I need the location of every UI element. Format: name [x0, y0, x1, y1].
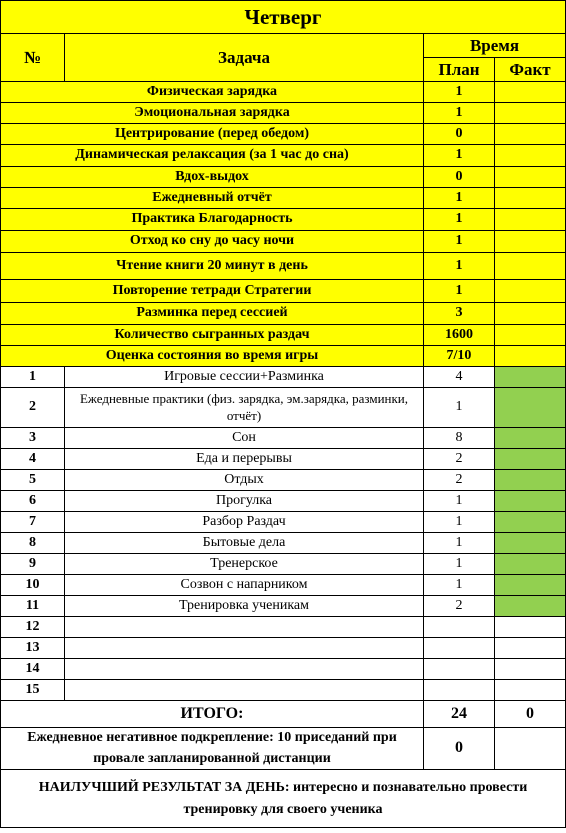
task-label[interactable]: [65, 617, 424, 638]
plan-cell: 1: [424, 231, 495, 253]
task-label: Сон: [65, 428, 424, 449]
task-row: [1, 124, 566, 145]
row-number: 14: [1, 659, 65, 680]
row-number: 1: [1, 367, 65, 388]
yellow-task-label: Повторение тетради Стратегии: [1, 280, 424, 303]
fact-cell[interactable]: [495, 231, 566, 253]
task-label: Отдых: [65, 470, 424, 491]
negative-reinforcement-row: [1, 728, 566, 770]
header-fact: Факт: [495, 58, 566, 82]
task-row: [1, 82, 566, 103]
task-label: Игровые сессии+Разминка: [65, 367, 424, 388]
fact-cell[interactable]: [495, 512, 566, 533]
yellow-task-label: Оценка состояния во время игры: [1, 346, 424, 367]
row-number: 6: [1, 491, 65, 512]
plan-cell: 0: [424, 124, 495, 145]
total-plan: 24: [424, 701, 495, 728]
task-label: Еда и перерывы: [65, 449, 424, 470]
fact-cell[interactable]: [495, 554, 566, 575]
list-item: [1, 659, 566, 680]
list-item: [1, 554, 566, 575]
task-label: Прогулка: [65, 491, 424, 512]
negative-reinforcement-label: Ежедневное негативное подкрепление: 10 приседаний при провале запланированной дистанции: [1, 728, 424, 770]
row-number: 13: [1, 638, 65, 659]
plan-cell: 1: [424, 188, 495, 209]
yellow-task-label: Разминка перед сессией: [1, 303, 424, 325]
row-number: 4: [1, 449, 65, 470]
task-label[interactable]: [65, 659, 424, 680]
list-item: [1, 512, 566, 533]
negative-reinforcement-fact[interactable]: [495, 728, 566, 770]
yellow-task-label: Вдох-выдох: [1, 167, 424, 188]
negative-reinforcement-value: 0: [424, 728, 495, 770]
list-item: [1, 428, 566, 449]
plan-cell: 1: [424, 388, 495, 428]
plan-cell[interactable]: [424, 638, 495, 659]
plan-cell: 1: [424, 103, 495, 124]
task-row: [1, 209, 566, 231]
row-number: 11: [1, 596, 65, 617]
task-row: [1, 145, 566, 167]
fact-cell[interactable]: [495, 596, 566, 617]
fact-cell[interactable]: [495, 617, 566, 638]
task-label[interactable]: [65, 680, 424, 701]
fact-cell[interactable]: [495, 659, 566, 680]
list-item: [1, 638, 566, 659]
plan-cell[interactable]: [424, 680, 495, 701]
yellow-task-label: Чтение книги 20 минут в день: [1, 253, 424, 280]
task-row: [1, 325, 566, 346]
list-item: [1, 680, 566, 701]
row-number: 10: [1, 575, 65, 596]
list-item: [1, 617, 566, 638]
task-label[interactable]: [65, 638, 424, 659]
fact-cell[interactable]: [495, 470, 566, 491]
plan-cell: 1: [424, 145, 495, 167]
fact-cell[interactable]: [495, 167, 566, 188]
row-number: 3: [1, 428, 65, 449]
total-fact: 0: [495, 701, 566, 728]
fact-cell[interactable]: [495, 388, 566, 428]
fact-cell[interactable]: [495, 367, 566, 388]
plan-cell: 1: [424, 554, 495, 575]
day-title: Четверг: [1, 1, 566, 34]
task-row: [1, 231, 566, 253]
fact-cell[interactable]: [495, 638, 566, 659]
task-row: [1, 346, 566, 367]
plan-cell: 2: [424, 470, 495, 491]
plan-cell: 1: [424, 512, 495, 533]
task-label: Ежедневные практики (физ. зарядка, эм.зарядка, разминки, отчёт): [65, 388, 424, 428]
plan-cell: 2: [424, 449, 495, 470]
header-time: Время: [424, 34, 566, 58]
row-number: 12: [1, 617, 65, 638]
yellow-task-label: Эмоциональная зарядка: [1, 103, 424, 124]
list-item: [1, 388, 566, 428]
total-row: [1, 701, 566, 728]
fact-cell[interactable]: [495, 209, 566, 231]
row-number: 8: [1, 533, 65, 554]
fact-cell[interactable]: [495, 188, 566, 209]
best-result-cell: [1, 770, 566, 828]
yellow-task-label: Физическая зарядка: [1, 82, 424, 103]
header-num: №: [1, 34, 65, 82]
plan-cell: 3: [424, 303, 495, 325]
list-item: [1, 596, 566, 617]
fact-cell[interactable]: [495, 303, 566, 325]
row-number: 9: [1, 554, 65, 575]
list-item: [1, 491, 566, 512]
best-result-label: НАИЛУЧШИЙ РЕЗУЛЬТАТ ЗА ДЕНЬ: [38, 779, 285, 795]
fact-cell[interactable]: [495, 103, 566, 124]
list-item: [1, 367, 566, 388]
task-row: [1, 280, 566, 303]
list-item: [1, 470, 566, 491]
total-label: ИТОГО:: [1, 701, 424, 728]
fact-cell[interactable]: [495, 428, 566, 449]
task-row: [1, 303, 566, 325]
header-plan: План: [424, 58, 495, 82]
fact-cell[interactable]: [495, 346, 566, 367]
row-number: 5: [1, 470, 65, 491]
yellow-task-label: Практика Благодарность: [1, 209, 424, 231]
plan-cell: 1: [424, 82, 495, 103]
list-item: [1, 533, 566, 554]
task-row: [1, 103, 566, 124]
plan-cell: 1: [424, 533, 495, 554]
fact-cell[interactable]: [495, 533, 566, 554]
plan-cell[interactable]: [424, 659, 495, 680]
yellow-task-label: Ежедневный отчёт: [1, 188, 424, 209]
fact-cell[interactable]: [495, 253, 566, 280]
fact-cell[interactable]: [495, 124, 566, 145]
yellow-task-label: Количество сыгранных раздач: [1, 325, 424, 346]
row-number: 2: [1, 388, 65, 428]
plan-cell: 0: [424, 167, 495, 188]
row-number: 7: [1, 512, 65, 533]
task-label: Созвон с напарником: [65, 575, 424, 596]
plan-cell: 1: [424, 253, 495, 280]
plan-cell: 1600: [424, 325, 495, 346]
task-row: [1, 188, 566, 209]
plan-cell[interactable]: [424, 617, 495, 638]
fact-cell[interactable]: [495, 680, 566, 701]
plan-cell: 7/10: [424, 346, 495, 367]
plan-cell: 1: [424, 280, 495, 303]
fact-cell[interactable]: [495, 575, 566, 596]
best-result-row: [1, 770, 566, 828]
best-result-text: : интересно и познавательно провести тренировку для своего ученика: [183, 779, 528, 817]
row-number: 15: [1, 680, 65, 701]
task-row: [1, 253, 566, 280]
fact-cell[interactable]: [495, 491, 566, 512]
plan-cell: 4: [424, 367, 495, 388]
task-label: Бытовые дела: [65, 533, 424, 554]
task-label: Разбор Раздач: [65, 512, 424, 533]
yellow-task-label: Центрирование (перед обедом): [1, 124, 424, 145]
plan-cell: 8: [424, 428, 495, 449]
fact-cell[interactable]: [495, 82, 566, 103]
plan-cell: 1: [424, 491, 495, 512]
fact-cell[interactable]: [495, 449, 566, 470]
task-row: [1, 167, 566, 188]
list-item: [1, 449, 566, 470]
fact-cell[interactable]: [495, 145, 566, 167]
plan-cell: 2: [424, 596, 495, 617]
list-item: [1, 575, 566, 596]
yellow-task-label: Отход ко сну до часу ночи: [1, 231, 424, 253]
plan-cell: 1: [424, 209, 495, 231]
fact-cell[interactable]: [495, 280, 566, 303]
yellow-task-label: Динамическая релаксация (за 1 час до сна): [1, 145, 424, 167]
task-label: Тренерское: [65, 554, 424, 575]
header-task: Задача: [65, 34, 424, 82]
task-label: Тренировка ученикам: [65, 596, 424, 617]
plan-cell: 1: [424, 575, 495, 596]
fact-cell[interactable]: [495, 325, 566, 346]
